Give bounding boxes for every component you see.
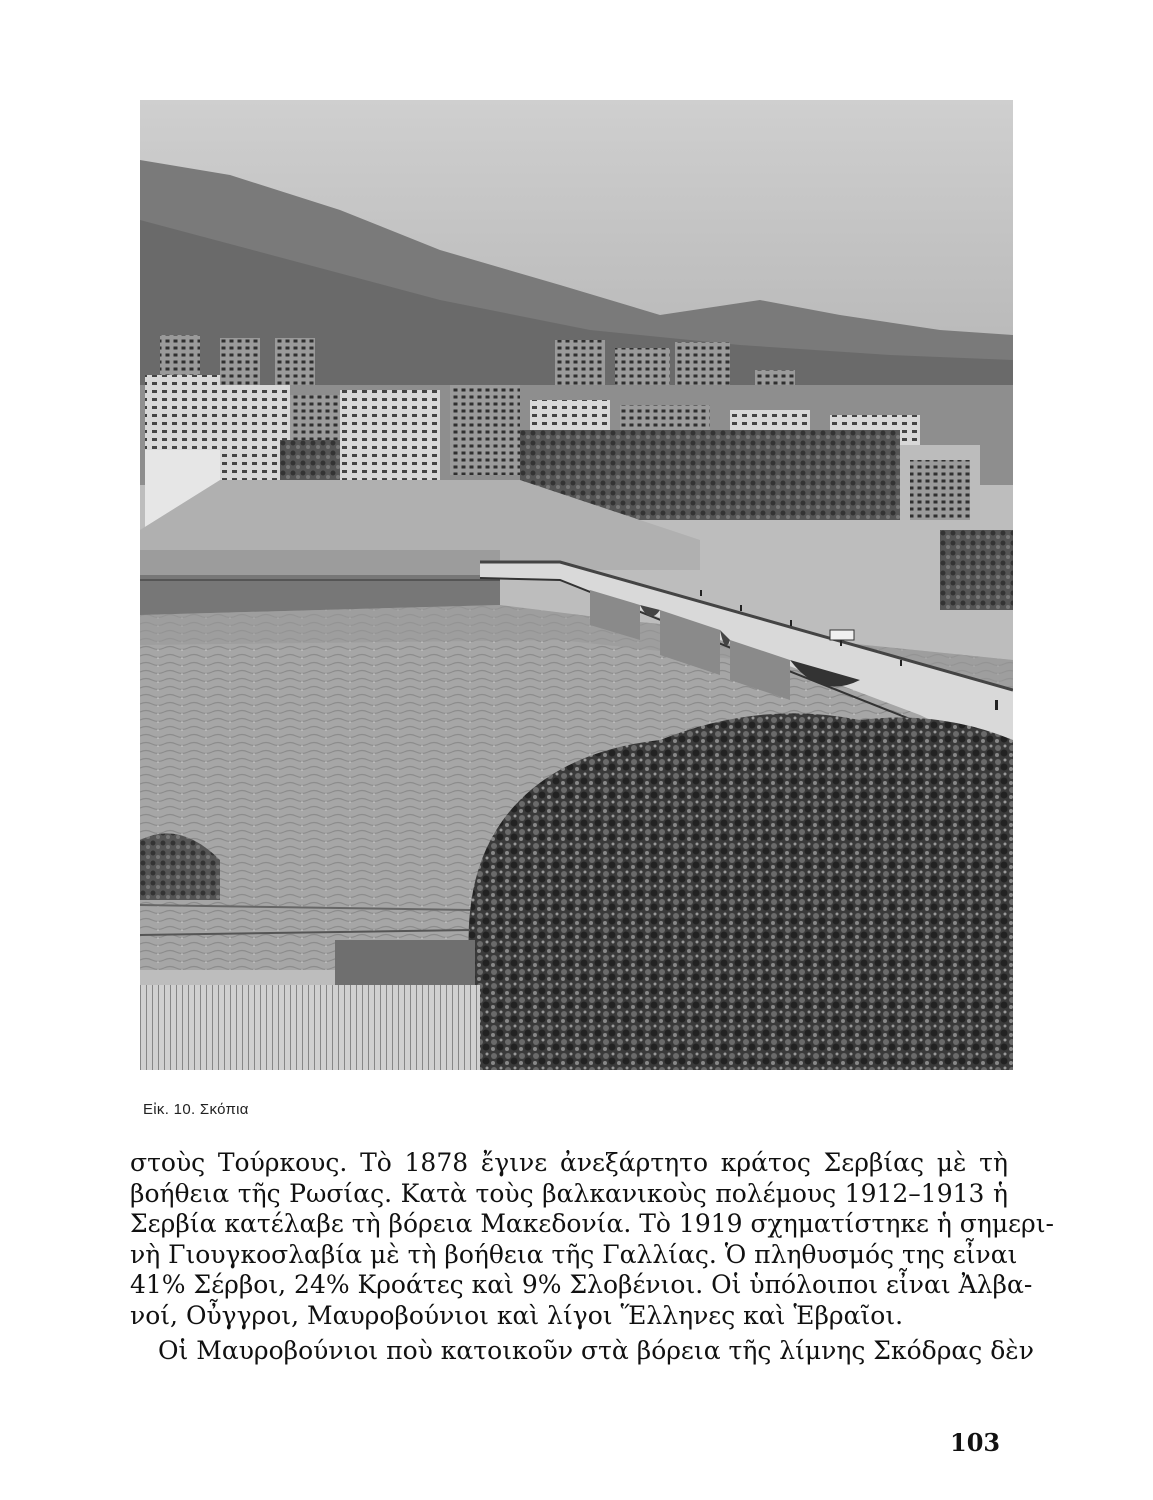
text-line: βοήθεια τῆς Ρωσίας. Κατὰ τοὺς βαλκανικοὺς πολέμους 1912–1913 ἡ bbox=[130, 1178, 1008, 1208]
text-line: νοί, Οὖγγροι, Μαυροβούνιοι καὶ λίγοι Ἕλληνες καὶ Ἑβραῖοι. bbox=[130, 1300, 904, 1330]
body-text bbox=[130, 1148, 1054, 1367]
photo-illustration bbox=[140, 100, 1013, 1070]
figure-caption: Εἰκ. 10. Σκόπια bbox=[143, 1101, 249, 1118]
text-line-paragraph-start: Οἱ Μαυροβούνιοι ποὺ κατοικοῦν στὰ βόρεια τῆς λίμνης Σκόδρας δὲν bbox=[158, 1336, 1034, 1365]
text-line: 41% Σέρβοι, 24% Κροάτες καὶ 9% Σλοβένιοι. Οἱ ὑπόλοιποι εἶναι Ἀλβα- bbox=[130, 1270, 1033, 1299]
photo-skopje bbox=[140, 100, 1013, 1070]
text-line: στοὺς Τούρκους. Τὸ 1878 ἔγινε ἀνεξάρτητο κράτος Σερβίας μὲ τὴ bbox=[130, 1148, 1008, 1177]
text-line: Σερβία κατέλαβε τὴ βόρεια Μακεδονία. Τὸ 1919 σχηματίστηκε ἡ σημερι- bbox=[130, 1209, 1054, 1238]
text-line: νὴ Γιουγκοσλαβία μὲ τὴ βοήθεια τῆς Γαλλίας. Ὁ πληθυσμός της εἶναι bbox=[130, 1239, 1018, 1269]
page-number: 103 bbox=[950, 1428, 1001, 1457]
